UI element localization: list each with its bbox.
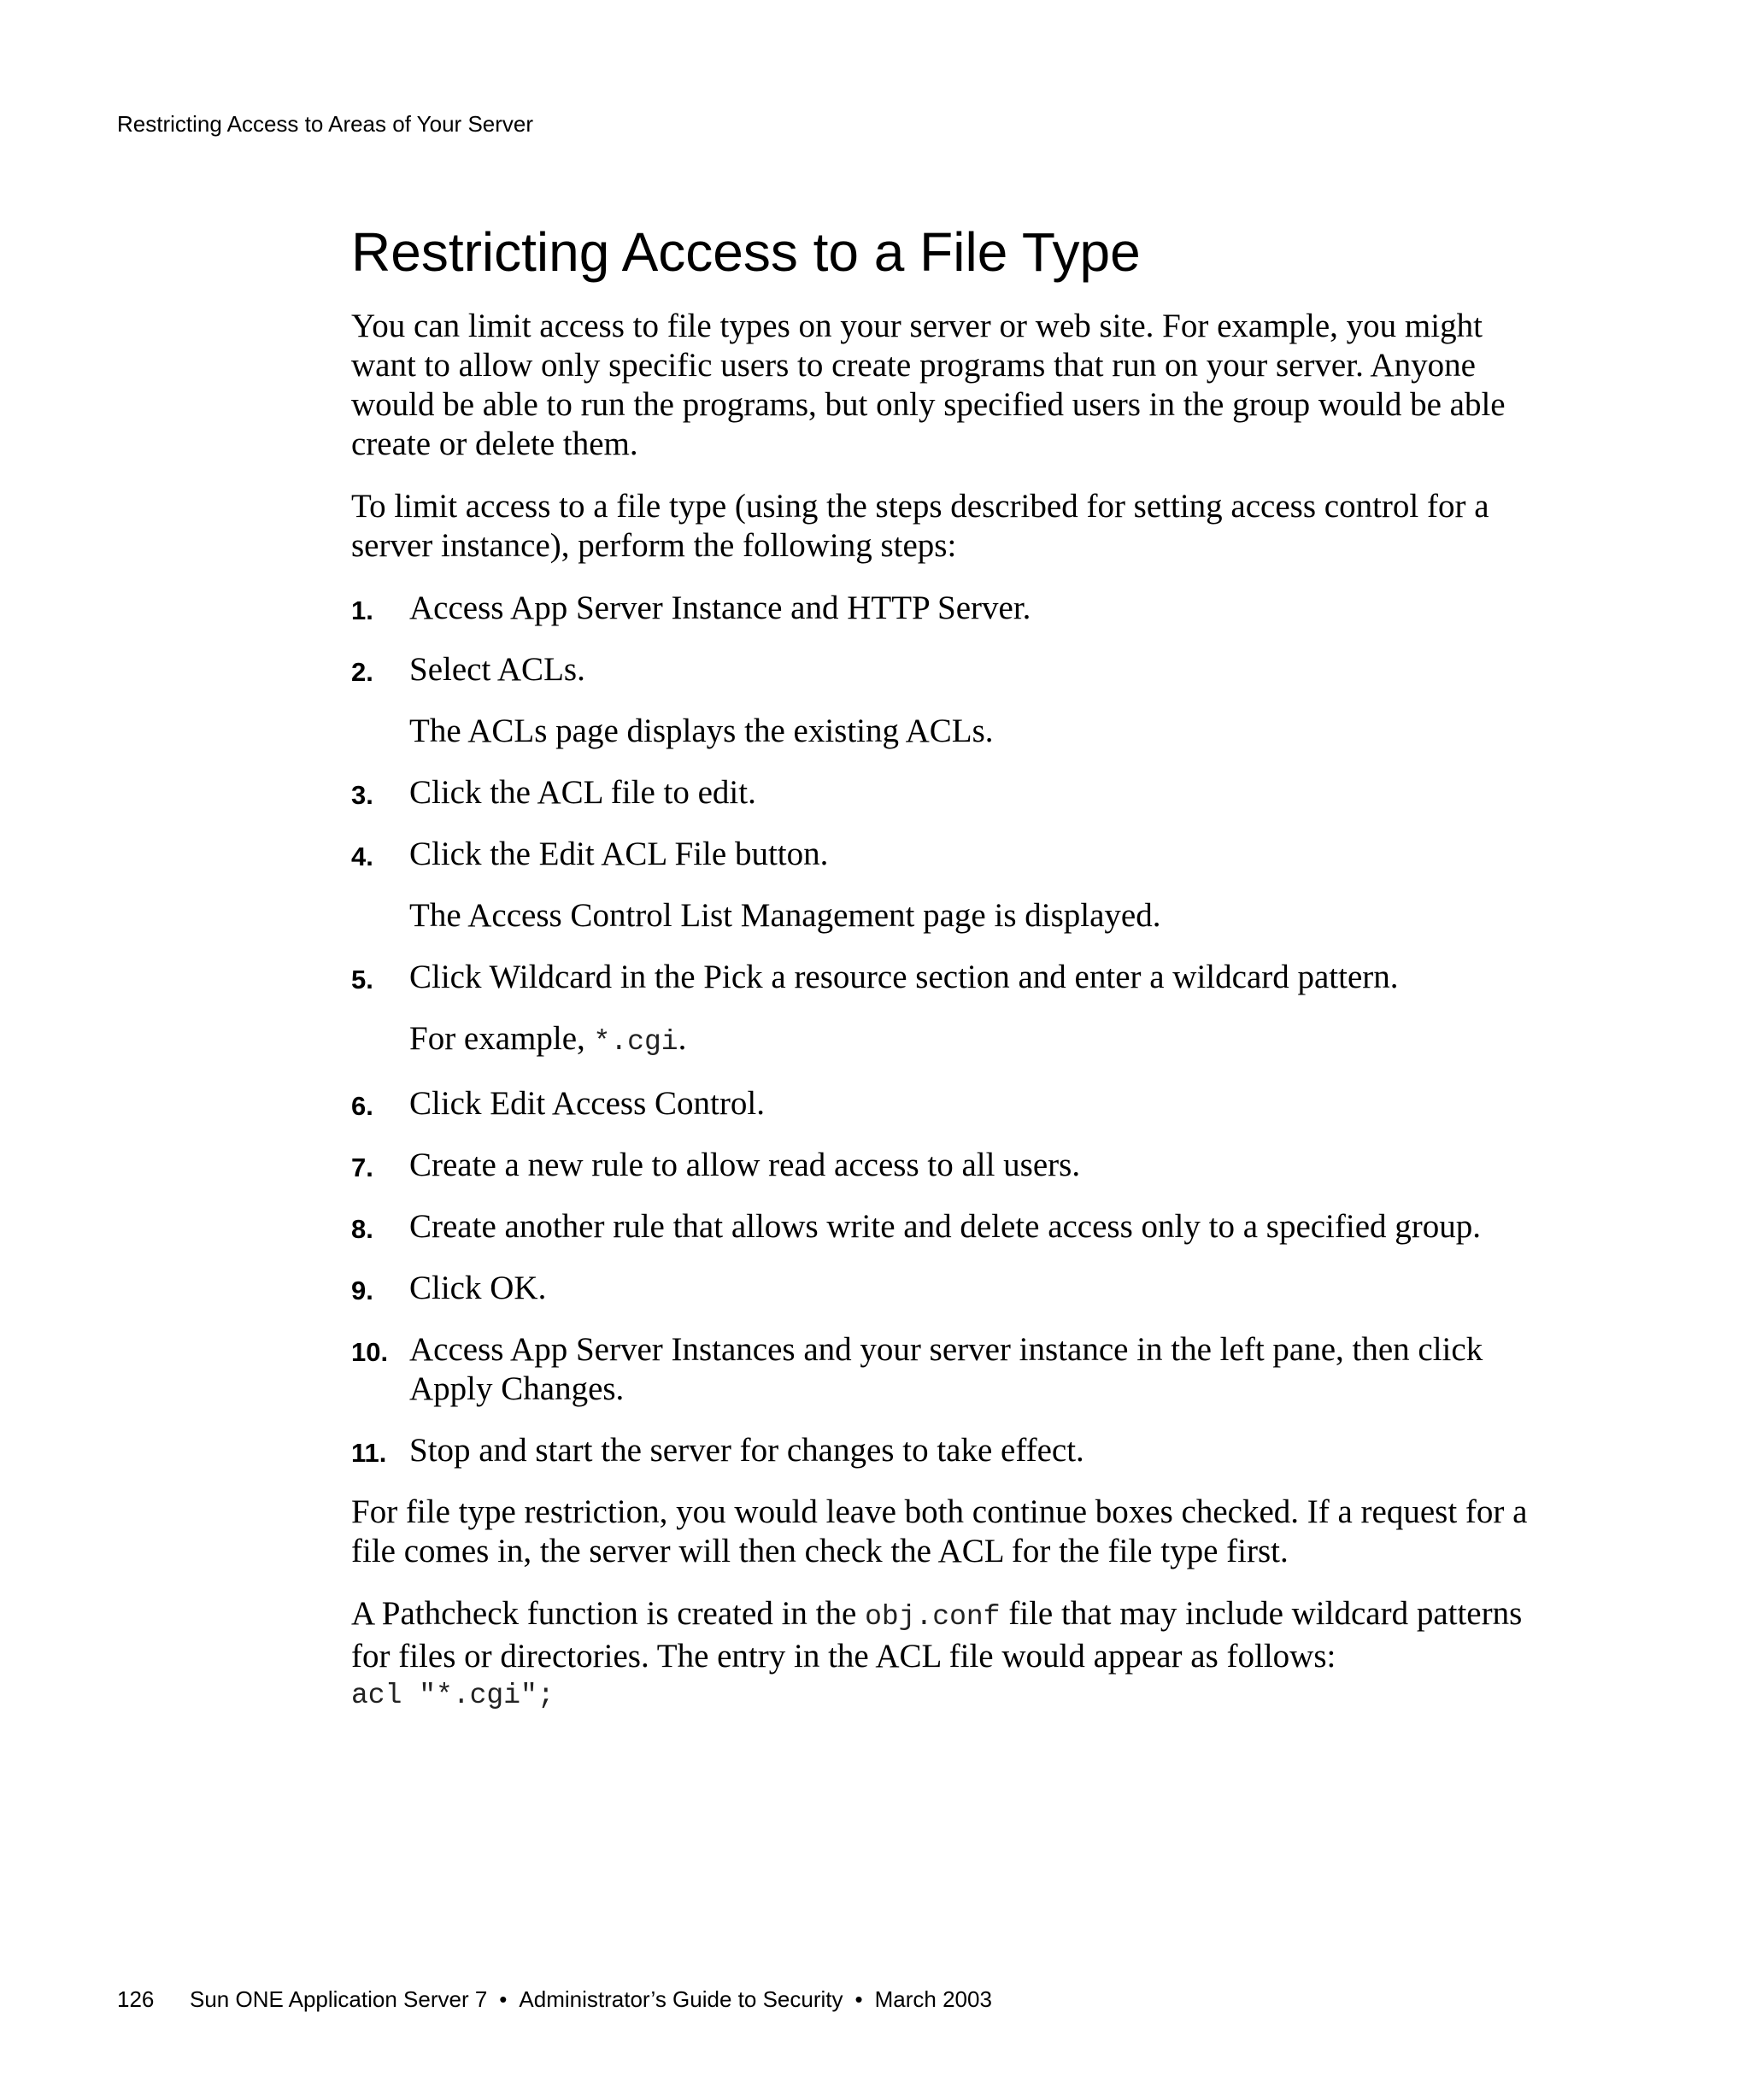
pathcheck-paragraph [351,1594,1547,1676]
footer-bullet: • [499,1986,508,2012]
footer-date: March 2003 [874,1986,992,2012]
example-suffix: . [678,1020,687,1057]
step-text: Select ACLs. [409,651,585,688]
step-item [351,1146,1547,1185]
step-text: Create a new rule to allow read access to all users. [409,1147,1081,1183]
step-number: 2. [351,657,373,687]
page-content [351,218,1547,1716]
running-footer [117,1985,992,2014]
step-number: 6. [351,1091,373,1121]
step-text: Click Edit Access Control. [409,1085,765,1122]
procedure-steps [351,589,1547,1470]
step-example [409,1019,1547,1062]
step-text: Create another rule that allows write and delete access only to a specified group. [409,1208,1482,1245]
obj-conf-code: obj.conf [865,1601,1001,1633]
footer-guide: Administrator’s Guide to Security [519,1986,843,2012]
step-item [351,589,1547,628]
footer-product: Sun ONE Application Server 7 [190,1986,488,2012]
step-number: 9. [351,1276,373,1305]
step-item [351,773,1547,812]
acl-code-example: acl "*.cgi"; [351,1680,555,1711]
step-text: Click Wildcard in the Pick a resource section and enter a wildcard pattern. [409,959,1399,995]
step-number: 4. [351,842,373,871]
intro-paragraph: You can limit access to file types on your server or web site. For example, you might want to allow only specific users to create programs that run on your server. Anyone would be able to run the programs, but only specified users in the group would be able create or delete them. [351,308,1506,462]
step-item [351,1269,1547,1308]
step-number: 1. [351,595,373,625]
step-text: Click the Edit ACL File button. [409,836,829,872]
step-result: The Access Control List Management page is displayed. [409,897,1161,934]
step-number: 5. [351,965,373,994]
running-header: Restricting Access to Areas of Your Server [117,111,534,137]
step-item [351,958,1547,1062]
step-number: 11. [351,1438,387,1468]
example-code: *.cgi [593,1026,678,1058]
step-item [351,835,1547,936]
step-text: Access App Server Instance and HTTP Server. [409,590,1031,626]
step-item [351,1330,1547,1409]
step-text: Click OK. [409,1270,547,1306]
step-item [351,1084,1547,1123]
section-title: Restricting Access to a File Type [351,221,1141,283]
step-result: The ACLs page displays the existing ACLs. [409,713,994,749]
lead-in-paragraph: To limit access to a file type (using the steps described for setting access control for a server instance), perform the following steps: [351,488,1489,564]
pathcheck-suffix: file that may include wildcard patterns for files or directories. The entry in the ACL file would appear as follows: [351,1595,1523,1675]
page-number: 126 [117,1986,155,2012]
step-item [351,1431,1547,1470]
footer-bullet: • [854,1986,863,2012]
step-number: 8. [351,1214,373,1244]
step-text: Click the ACL file to edit. [409,774,756,811]
pathcheck-prefix: A Pathcheck function is created in the [351,1595,866,1632]
step-text: Access App Server Instances and your server instance in the left pane, then click Apply Changes. [409,1331,1483,1407]
example-prefix: For example, [409,1020,594,1057]
step-item [351,1207,1547,1247]
step-text: Stop and start the server for changes to take effect. [409,1432,1084,1469]
step-number: 10. [351,1337,389,1367]
step-number: 7. [351,1153,373,1182]
step-item [351,650,1547,751]
restriction-note-paragraph: For file type restriction, you would leave both continue boxes checked. If a request for a file comes in, the server will then check the ACL for the file type first. [351,1493,1528,1569]
step-number: 3. [351,780,373,810]
